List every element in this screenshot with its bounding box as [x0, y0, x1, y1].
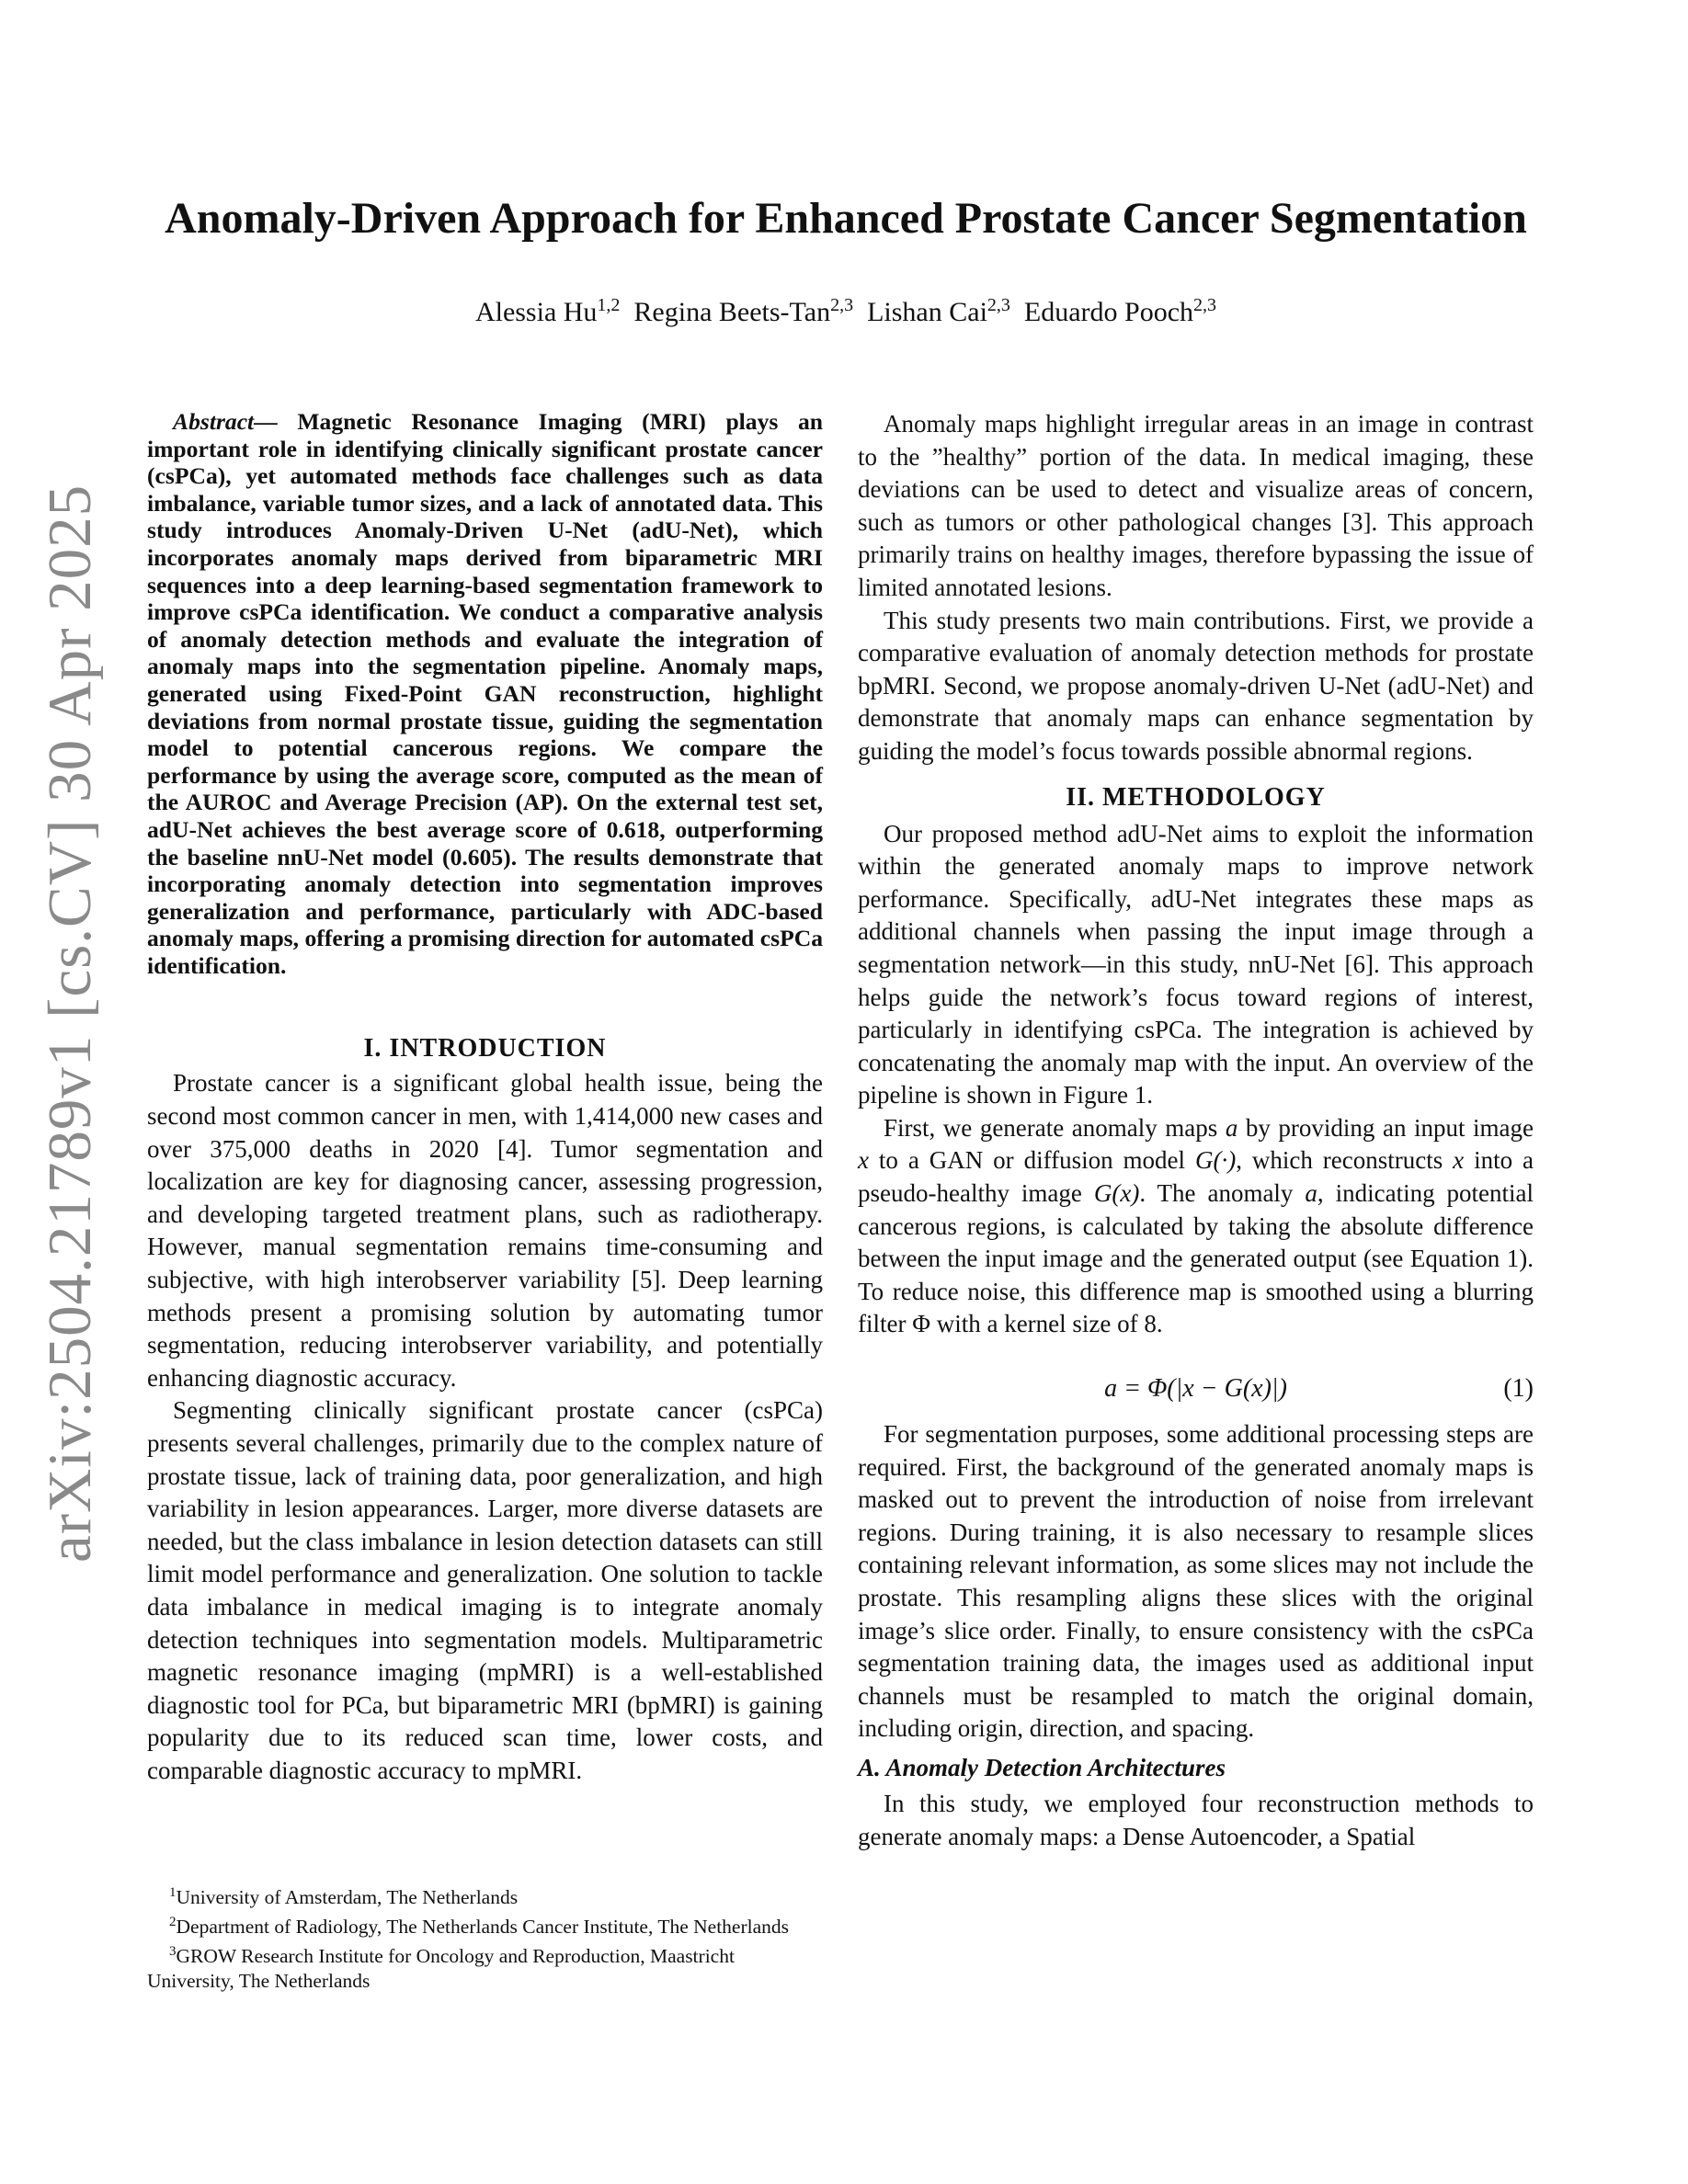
footnote — [147, 1881, 823, 1910]
equation-number: (1) — [1503, 1374, 1534, 1404]
introduction-heading: I. INTRODUCTION — [363, 1034, 607, 1064]
intro-paragraph: Anomaly maps highlight irregular areas in an image in contrast to the ”healthy” portion of the data. In medical imaging, these deviations can be used to detect and visualize areas of concern, such as tumors or other pathological changes [3]. This approach primarily trains on healthy images, therefore bypassing the issue of limited annotated lesions. — [858, 410, 1534, 601]
author-affiliation: 2,3 — [1193, 295, 1217, 315]
footnote — [147, 1910, 823, 1939]
methodology-paragraph: First, we generate anomaly maps a by providing an input image x to a GAN or diffusion model G(·), which reconstructs x into a pseudo-healthy image G(x). The anomaly a, indicating potential cancerous regions, is calculated by taking the absolute difference between the input image and the generated output (see Equation 1). To reduce noise, this difference map is smoothed using a blurring filter Φ with a kernel size of 8. — [858, 1113, 1534, 1338]
author-name: Regina Beets-Tan — [633, 297, 831, 327]
methodology-paragraph: For segmentation purposes, some additional processing steps are required. First, the background of the generated anomaly maps is masked out to prevent the introduction of noise from irrelevant regions. During training, it is also necessary to resample slices containing relevant information, as some slices may not include the prostate. This resampling aligns these slices with the original image’s slice order. Finally, to ensure consistency with the csPCa segmentation training data, the images used as additional input channels must be resampled to match the original domain, including origin, direction, and spacing. — [858, 1420, 1534, 1743]
author-list — [138, 287, 1554, 331]
author-name: Alessia Hu — [474, 297, 598, 327]
intro-paragraph: This study presents two main contributions. First, we provide a comparative evaluation of anomaly detection methods for prostate bpMRI. Second, we propose anomaly-driven U-Net (adU-Net) and demonstrate that anomaly maps can enhance segmentation by guiding the model’s focus towards possible abnormal regions. — [858, 606, 1534, 765]
footnote-text: Department of Radiology, The Netherlands Cancer Institute, The Netherlands — [176, 1916, 789, 1939]
methodology-heading: II. METHODOLOGY — [1066, 782, 1326, 812]
author-name: Lishan Cai — [867, 297, 987, 327]
author-name: Eduardo Pooch — [1023, 297, 1194, 327]
paper-title: Anomaly-Driven Approach for Enhanced Prostate Cancer Segmentation — [165, 194, 1527, 243]
footnote-text: University of Amsterdam, The Netherlands — [176, 1886, 519, 1909]
abstract-text: Magnetic Resonance Imaging (MRI) plays an important role in identifying clinically significant prostate cancer (csPCa), yet automated methods face challenges such as data imbalance, variable tumor sizes, and a lack of annotated data. This study introduces Anomaly-Driven U-Net (adU-Net), which incorporates anomaly maps derived from biparametric MRI sequences into a deep learning-based segmentation framework to improve csPCa identification. We conduct a comparative analysis of anomaly detection methods and evaluate the integration of anomaly maps into the segmentation pipeline. Anomaly maps, generated using Fixed-Point GAN reconstruction, highlight deviations from normal prostate tissue, guiding the segmentation model to potential cancerous regions. We compare the performance by using the average score, computed as the mean of the AUROC and Average Precision (AP). On the external test set, adU-Net achieves the best average score of 0.618, outperforming the baseline nnU-Net model (0.605). The results demonstrate that incorporating anomaly detection into segmentation improves generalization and performance, particularly with ADC-based anomaly maps, offering a promising direction for automated csPCa identification. — [147, 408, 823, 979]
author-affiliation: 2,3 — [987, 295, 1010, 315]
abstract: Abstract— Magnetic Resonance Imaging (MRI) plays an important role in identifying clinically significant prostate cancer (csPCa), yet automated methods face challenges such as data imbalance, variable tumor sizes, and a lack of annotated data. This study introduces Anomaly-Driven U-Net (adU-Net), which incorporates anomaly maps derived from biparametric MRI sequences into a deep learning-based segmentation framework to improve csPCa identification. We conduct a comparative analysis of anomaly detection methods and evaluate the integration of anomaly maps into the segmentation pipeline. Anomaly maps, generated using Fixed-Point GAN reconstruction, highlight deviations from normal prostate tissue, guiding the segmentation model to potential cancerous regions. We compare the performance by using the average score, computed as the mean of the AUROC and Average Precision (AP). On the external test set, adU-Net achieves the best average score of 0.618, outperforming the baseline nnU-Net model (0.605). The results demonstrate that incorporating anomaly detection into segmentation improves generalization and performance, particularly with ADC-based anomaly maps, offering a promising direction for automated csPCa identification. — [147, 408, 823, 979]
footnote-mark: 2 — [169, 1915, 177, 1930]
right-column — [858, 408, 1534, 1853]
left-column — [147, 408, 823, 1788]
arxiv-identifier: arXiv:2504.21789v1 [cs.CV] 30 Apr 2025 — [36, 483, 104, 1563]
footnote-mark: 1 — [169, 1885, 177, 1900]
author-affiliation: 2,3 — [830, 295, 854, 315]
footnote-mark: 3 — [169, 1944, 177, 1960]
equation-1 — [858, 1365, 1534, 1413]
footnote — [147, 1939, 823, 1994]
footnotes — [147, 1881, 823, 1994]
footnote-text: GROW Research Institute for Oncology and Reproduction, Maastricht University, The Netherlands — [147, 1945, 735, 1993]
introduction-paragraph: Segmenting clinically significant prostate cancer (csPCa) presents several challenges, primarily due to the complex nature of prostate tissue, lack of training data, poor generalization, and high variability in lesion appearances. Larger, more diverse datasets are needed, but the class imbalance in lesion detection datasets can still limit model performance and generalization. One solution to tackle data imbalance in medical imaging is to integrate anomaly detection techniques into segmentation models. Multiparametric magnetic resonance imaging (mpMRI) is a well-established diagnostic tool for PCa, but biparametric MRI (bpMRI) is gaining popularity due to its reduced scan time, lower costs, and comparable diagnostic accuracy to mpMRI. — [147, 1396, 823, 1784]
subsection-heading: A. Anomaly Detection Architectures — [858, 1753, 1226, 1781]
methodology-paragraph: Our proposed method adU-Net aims to exploit the information within the generated anomaly maps to improve network performance. Specifically, adU-Net integrates these maps as additional channels when passing the input image through a segmentation network—in this study, nnU-Net [6]. This approach helps guide the network’s focus toward regions of interest, particularly in identifying csPCa. The integration is achieved by concatenating the anomaly map with the input. An overview of the pipeline is shown in Figure 1. — [858, 819, 1534, 1109]
equation-body: a = Φ(|x − G(x)|) — [1104, 1374, 1287, 1404]
methodology-paragraph: In this study, we employed four reconstruction methods to generate anomaly maps: a Dense Autoencoder, a Spatial — [858, 1789, 1534, 1850]
abstract-label: Abstract — [173, 408, 255, 435]
author-affiliation: 1,2 — [597, 295, 621, 315]
introduction-paragraph: Prostate cancer is a significant global health issue, being the second most common cancer in men, with 1,414,000 new cases and over 375,000 deaths in 2020 [4]. Tumor segmentation and localization are key for diagnosing cancer, assessing progression, and developing targeted treatment plans, such as radiotherapy. However, manual segmentation remains time-consuming and subjective, with high interobserver variability [5]. Deep learning methods present a promising solution by automating tumor segmentation, reducing interobserver variability, and potentially enhancing diagnostic accuracy. — [147, 1069, 823, 1392]
